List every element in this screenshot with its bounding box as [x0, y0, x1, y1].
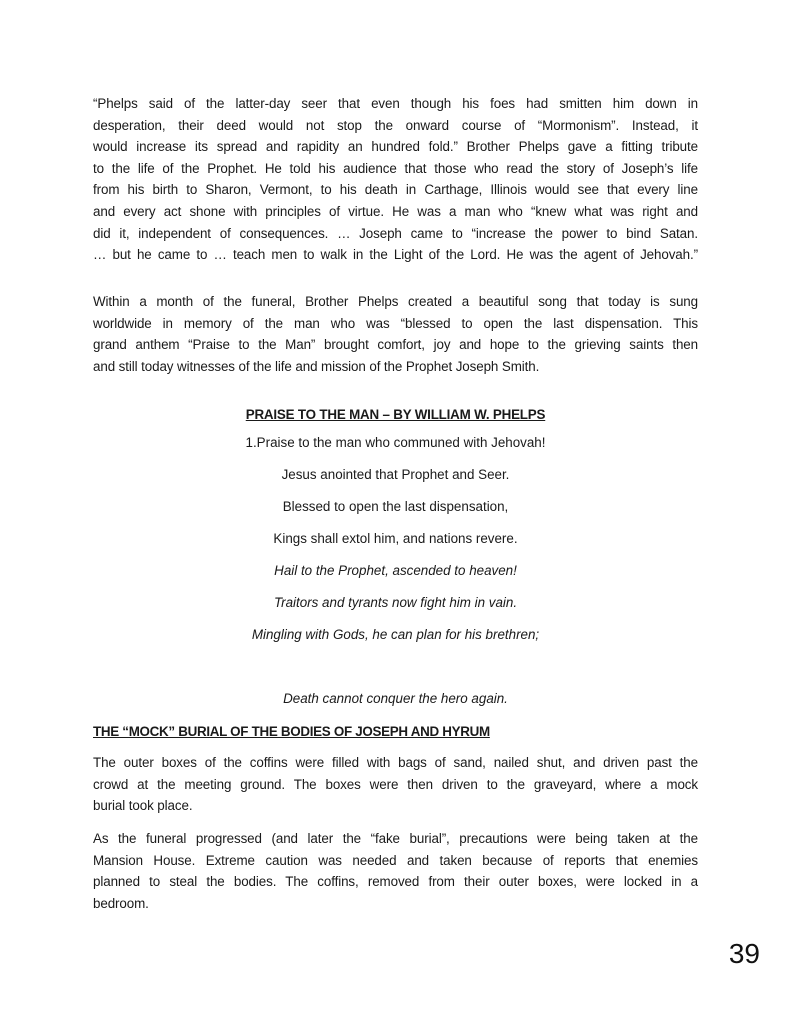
song-chorus-line: Hail to the Prophet, ascended to heaven! [274, 563, 517, 578]
paragraph-mansion-house [93, 828, 698, 914]
song-verse-line: 1.Praise to the man who communed with Jehovah! [245, 435, 546, 450]
song-chorus-line: Mingling with Gods, he can plan for his brethren; [251, 627, 540, 642]
text-line: burial took place. [93, 798, 193, 814]
text-line: grand anthem “Praise to the Man” brought comfort, joy and hope to the grieving saints then [93, 337, 698, 353]
song-verse-line: Jesus anointed that Prophet and Seer. [281, 467, 510, 482]
text-line: crowd at the meeting ground. The boxes were then driven to the graveyard, where a mock [93, 776, 698, 792]
song-verse-line: Blessed to open the last dispensation, [282, 499, 509, 514]
section-heading: THE “MOCK” BURIAL OF THE BODIES OF JOSEPH AND HYRUM [93, 724, 490, 739]
paragraph-song-origin [93, 291, 698, 377]
text-line: bedroom. [93, 895, 149, 911]
text-line: planned to steal the bodies. The coffins, removed from their outer boxes, were locked in a [93, 874, 698, 890]
text-line: “Phelps said of the latter-day seer that even though his foes had smitten him down in [93, 96, 698, 111]
song-chorus-line: Traitors and tyrants now fight him in vain. [273, 595, 518, 610]
text-line: Within a month of the funeral, Brother Phelps created a beautiful song that today is sung [93, 294, 698, 309]
song-chorus-line: Death cannot conquer the hero again. [283, 691, 508, 706]
text-line: … but he came to … teach men to walk in the Light of the Lord. He was the agent of Jehovah.” [93, 247, 698, 263]
text-line: did it, independent of consequences. … Joseph came to “increase the power to bind Satan. [93, 225, 698, 241]
page-number: 39 [728, 938, 760, 969]
song-verse-line: Kings shall extol him, and nations revere. [273, 531, 518, 546]
paragraph-mock-burial [93, 752, 698, 817]
text-line: to the life of the Prophet. He told his audience that those who read the story of Joseph’s life [93, 160, 698, 176]
text-line: The outer boxes of the coffins were filled with bags of sand, nailed shut, and driven past the [93, 755, 698, 770]
text-line: and every act shone with principles of virtue. He was a man who “knew what was right and [93, 203, 698, 219]
text-line: worldwide in memory of the man who was “blessed to open the last dispensation. This [93, 315, 698, 331]
text-line: desperation, their deed would not stop the onward course of “Mormonism”. Instead, it [93, 117, 698, 133]
text-line: would increase its spread and rapidity an hundred fold.” Brother Phelps gave a fitting tribute [93, 139, 698, 155]
text-line: from his birth to Sharon, Vermont, to his death in Carthage, Illinois would see that every line [93, 182, 698, 198]
paragraph-phelps-tribute [93, 93, 698, 266]
text-line: As the funeral progressed (and later the “fake burial”, precautions were being taken at the [93, 831, 698, 846]
text-line: Mansion House. Extreme caution was needed and taken because of reports that enemies [93, 852, 698, 868]
song-title: PRAISE TO THE MAN – BY WILLIAM W. PHELPS [245, 407, 546, 422]
text-line: and still today witnesses of the life and mission of the Prophet Joseph Smith. [93, 358, 540, 374]
